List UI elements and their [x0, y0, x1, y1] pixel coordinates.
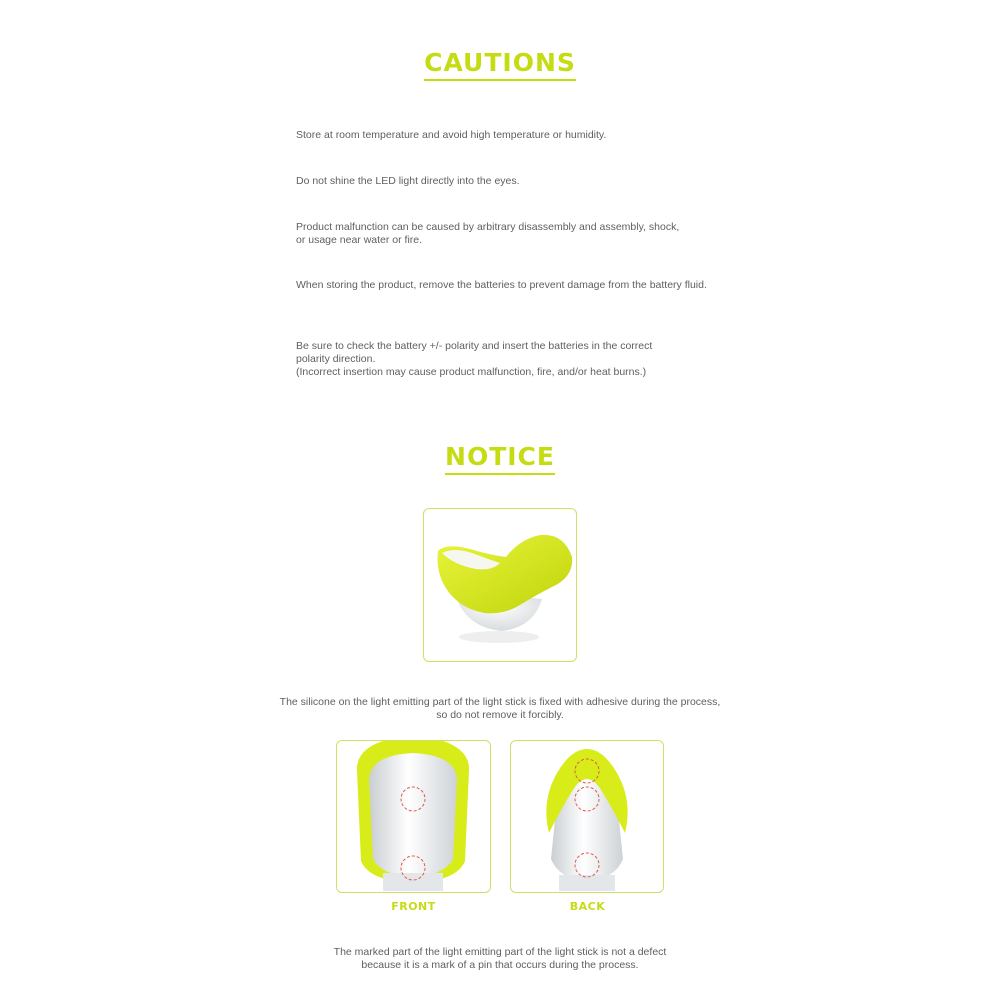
- caution-line: polarity direction.: [296, 353, 376, 365]
- cautions-heading: [0, 48, 1000, 81]
- caution-line: Store at room temperature and avoid high temperature or humidity.: [296, 129, 607, 141]
- silicone-note: [0, 696, 1000, 722]
- notice-heading: [0, 442, 1000, 475]
- caution-item: [296, 340, 756, 379]
- front-view-image: [336, 740, 491, 893]
- back-view-image: [510, 740, 664, 893]
- silicone-note-line: The silicone on the light emitting part of the light stick is fixed with adhesive during the process,: [279, 696, 721, 708]
- pin-mark-note-line: The marked part of the light emitting part of the light stick is not a defect: [333, 946, 667, 958]
- pin-mark-note-line: because it is a mark of a pin that occurs during the process.: [361, 959, 639, 971]
- front-label: FRONT: [391, 900, 436, 913]
- caution-line: Product malfunction can be caused by arbitrary disassembly and assembly, shock,: [296, 221, 680, 233]
- cautions-title: CAUTIONS: [424, 48, 576, 81]
- pin-mark-note: [0, 946, 1000, 972]
- silicone-cap-image: [423, 508, 577, 662]
- caution-line: (Incorrect insertion may cause product malfunction, fire, and/or heat burns.): [296, 366, 647, 378]
- caution-line: Do not shine the LED light directly into the eyes.: [296, 175, 520, 187]
- caution-line: When storing the product, remove the batteries to prevent damage from the battery fluid.: [296, 279, 707, 291]
- caution-item: [296, 129, 756, 142]
- notice-title: NOTICE: [445, 442, 555, 475]
- caution-line: Be sure to check the battery +/- polarity and insert the batteries in the correct: [296, 340, 653, 352]
- caution-item: [296, 175, 756, 188]
- caution-line: or usage near water or fire.: [296, 234, 423, 246]
- silicone-note-line: so do not remove it forcibly.: [436, 709, 564, 721]
- caution-item: [296, 221, 756, 247]
- caution-item: [296, 279, 756, 292]
- back-label: BACK: [569, 900, 606, 913]
